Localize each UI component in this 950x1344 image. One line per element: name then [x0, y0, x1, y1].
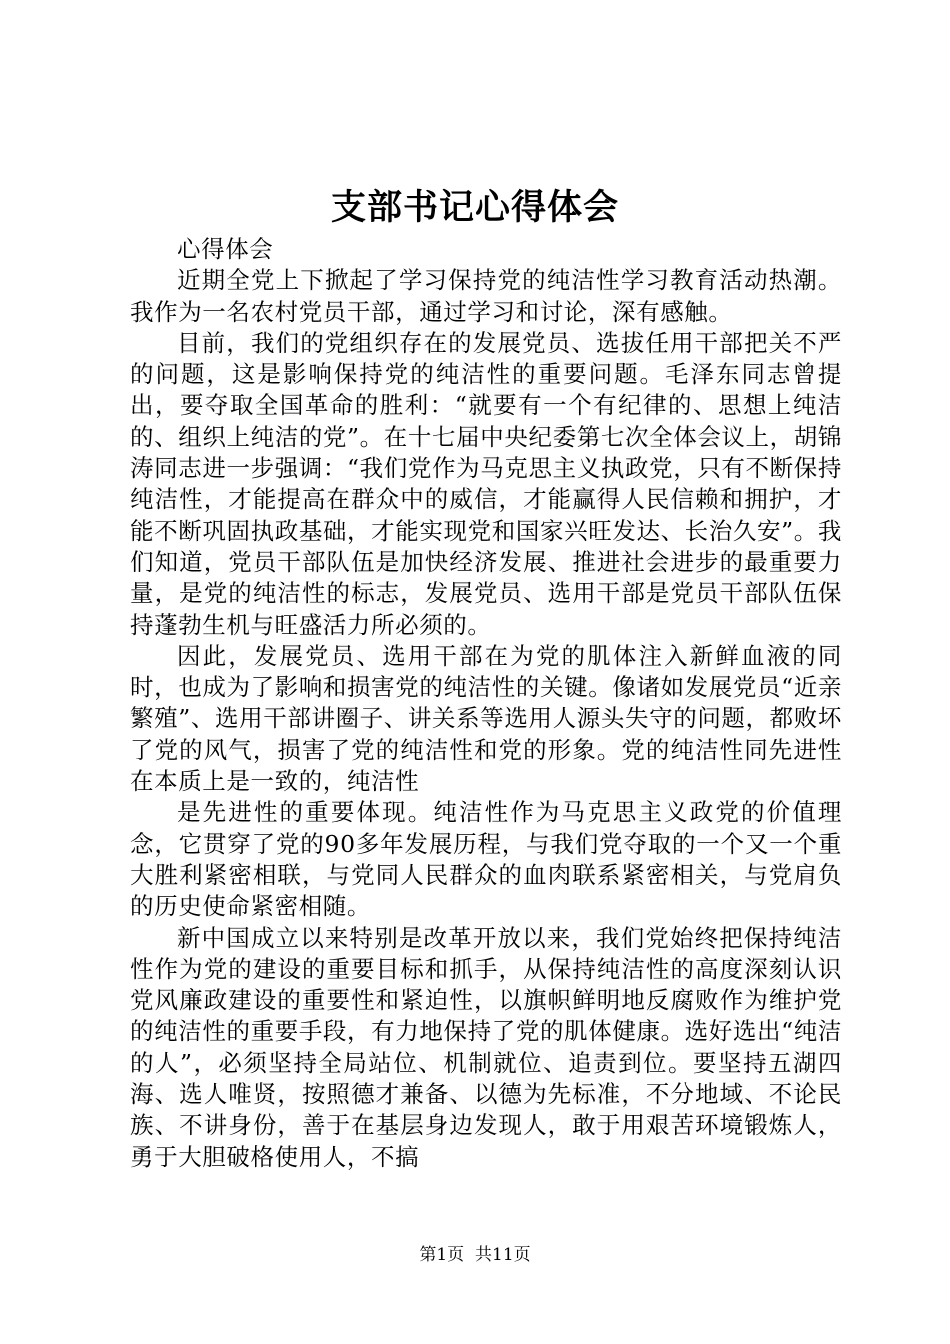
paragraph: 新中国成立以来特别是改革开放以来，我们党始终把保持纯洁性作为党的建设的重要目标和抓手，从保持纯洁性的高度深刻认识党风廉政建设的重要性和紧迫性，以旗帜鲜明地反腐败作为维护党的纯洁性的重要手段，有力地保持了党的肌体健康。选好选出“纯洁的人”，必须坚持全局站位、机制就位、追责到位。要坚持五湖四海、选人唯贤，按照德才兼备、以德为先标准，不分地域、不论民族、不讲身份，善于在基层身边发现人，敢于用艰苦环境锻炼人，勇于大胆破格使用人，不搞	[130, 923, 842, 1171]
paragraph-heading: 心得体会	[177, 235, 274, 263]
paragraph: 目前，我们的党组织存在的发展党员、选拔任用干部把关不严的问题，这是影响保持党的纯洁性的重要问题。毛泽东同志曾提出，要夺取全国革命的胜利：“就要有一个有纪律的、思想上纯洁的、组织上纯洁的党”。在十七届中央纪委第七次全体会议上，胡锦涛同志进一步强调：“我们党作为马克思主义执政党，只有不断保持纯洁性，才能提高在群众中的威信，才能赢得人民信赖和拥护，才能不断巩固执政基础，才能实现党和国家兴旺发达、长治久安”。我们知道，党员干部队伍是加快经济发展、推进社会进步的最重要力量，是党的纯洁性的标志，发展党员、选用干部是党员干部队伍保持蓬勃生机与旺盛活力所必须的。	[130, 328, 842, 639]
paragraph: 近期全党上下掀起了学习保持党的纯洁性学习教育活动热潮。我作为一名农村党员干部，通过学习和讨论，深有感触。	[130, 266, 842, 326]
document-title: 支部书记心得体会	[330, 187, 619, 228]
paragraph: 是先进性的重要体现。纯洁性作为马克思主义政党的价值理念，它贯穿了党的90多年发展历程，与我们党夺取的一个又一个重大胜利紧密相联，与党同人民群众的血肉联系紧密相关，与党肩负的历史使命紧密相随。	[130, 798, 842, 921]
page-number: 第1页	[419, 1245, 465, 1265]
paragraph: 因此，发展党员、选用干部在为党的肌体注入新鲜血液的同时，也成为了影响和损害党的纯洁性的关键。像诸如发展党员“近亲繁殖”、选用干部讲圈子、讲关系等选用人源头失守的问题，都败坏了党的风气，损害了党的纯洁性和党的形象。党的纯洁性同先进性在本质上是一致的，纯洁性	[130, 641, 842, 796]
page-total: 共11页	[475, 1245, 531, 1265]
page-footer	[0, 1243, 950, 1267]
document-body	[130, 234, 842, 1173]
